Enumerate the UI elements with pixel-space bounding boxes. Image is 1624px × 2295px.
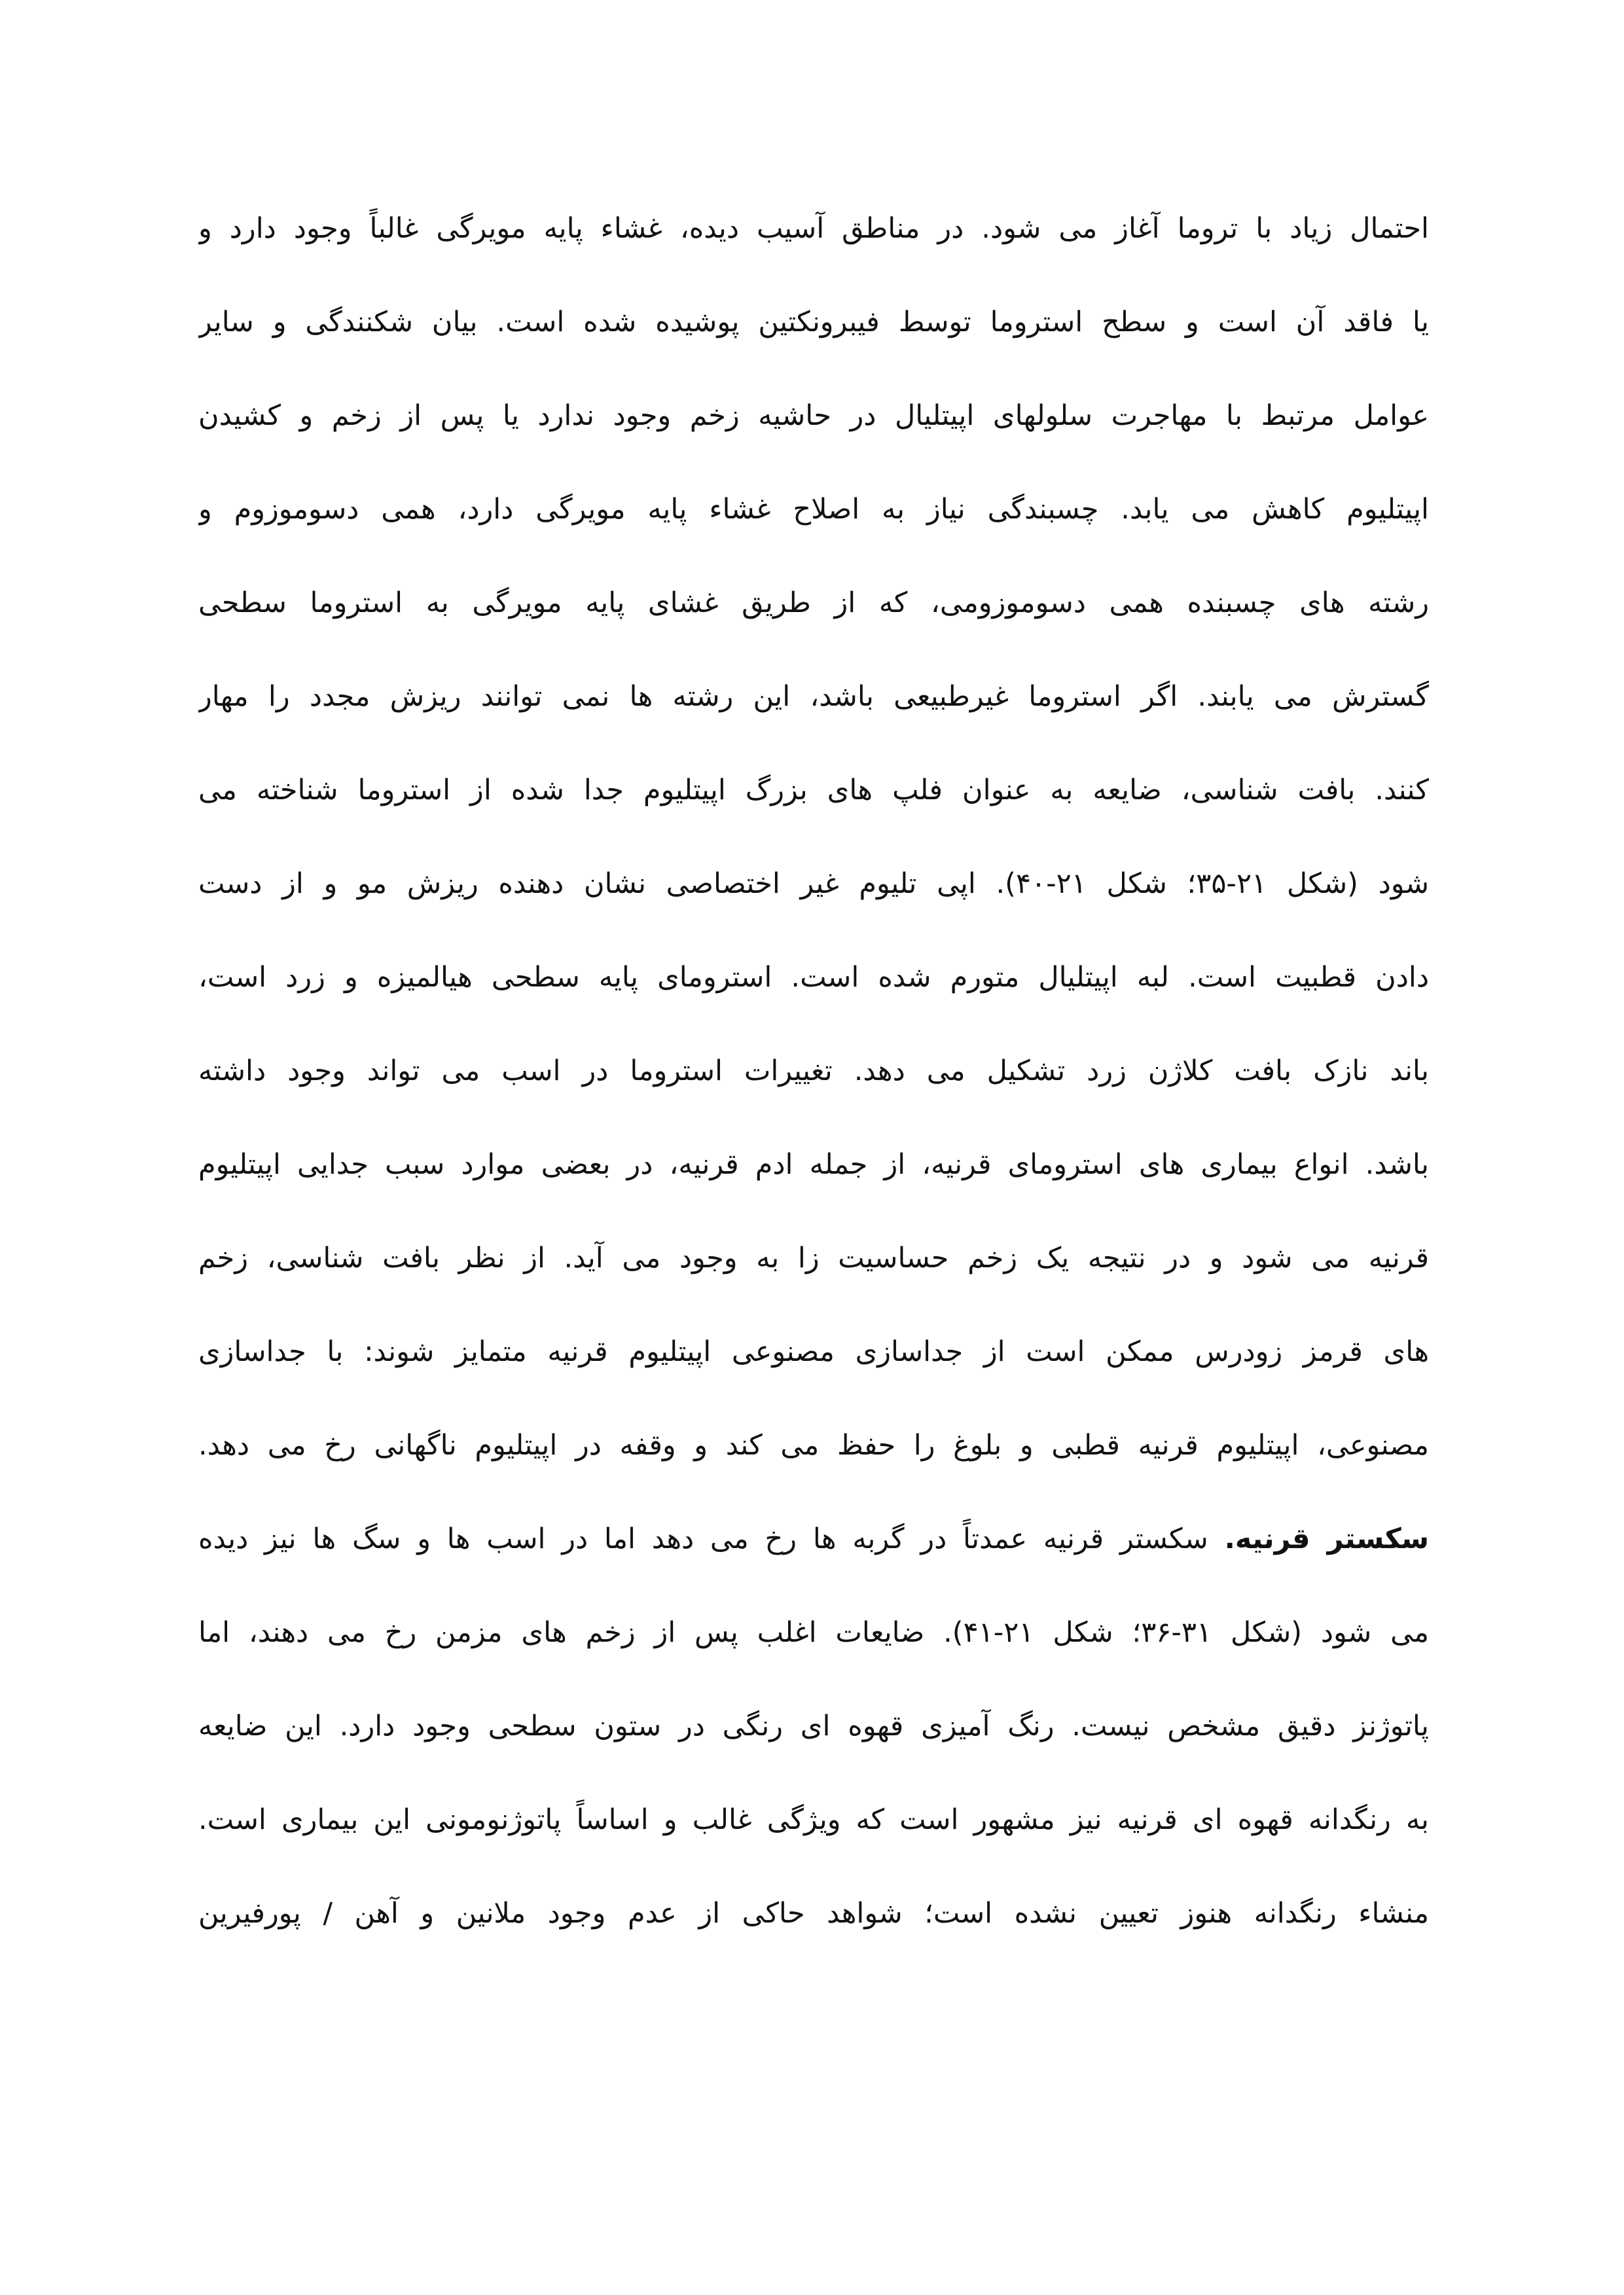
text-line: گسترش می یابند. اگر استروما غیرطبیعی باشد، این رشته ها نمی توانند ریزش مجدد را مهار (198, 680, 1429, 713)
text-line: منشاء رنگدانه هنوز تعیین نشده است؛ شواهد حاکی از عدم وجود ملانین و آهن / پورفیرین (198, 1897, 1429, 1930)
text-line: اپیتلیوم کاهش می یابد. چسبندگی نیاز به اصلاح غشاء پایه مویرگی دارد، همی دسوموزوم و (198, 493, 1429, 526)
heading-line-text: سکستر قرنیه عمدتاً در گربه ها رخ می دهد اما در اسب ها و سگ ها نیز دیده (198, 1523, 1225, 1555)
text-line: مصنوعی، اپیتلیوم قرنیه قطبی و بلوغ را حفظ می کند و وقفه در اپیتلیوم ناگهانی رخ می دهد. (198, 1429, 1429, 1462)
text-line: باشد. انواع بیماری های استرومای قرنیه، از جمله ادم قرنیه، در بعضی موارد سبب جدایی اپیتلیوم (198, 1148, 1429, 1181)
text-line: رشته های چسبنده همی دسوموزومی، که از طریق غشای پایه مویرگی به استروما سطحی (198, 587, 1429, 619)
text-line: پاتوژنز دقیق مشخص نیست. رنگ آمیزی قهوه ای رنگی در ستون سطحی وجود دارد. این ضایعه (198, 1710, 1429, 1743)
text-line: احتمال زیاد با تروما آغاز می شود. در مناطق آسیب دیده، غشاء پایه مویرگی غالباً وجود دارد و (198, 212, 1429, 245)
text-line: کنند. بافت شناسی، ضایعه به عنوان فلپ های بزرگ اپیتلیوم جدا شده از استروما شناخته می (198, 774, 1429, 806)
text-line: قرنیه می شود و در نتیجه یک زخم حساسیت زا به وجود می آید. از نظر بافت شناسی، زخم (198, 1242, 1429, 1274)
text-line: یا فاقد آن است و سطح استروما توسط فیبرونکتین پوشیده شده است. بیان شکنندگی و سایر (198, 306, 1429, 338)
text-line: باند نازک بافت کلاژن زرد تشکیل می دهد. تغییرات استروما در اسب می تواند وجود داشته (198, 1055, 1429, 1087)
section-heading: سکستر قرنیه. (1224, 1523, 1429, 1555)
heading-line (198, 1492, 1429, 1586)
text-line: دادن قطبیت است. لبه اپیتلیال متورم شده است. استرومای پایه سطحی هیالمیزه و زرد است، (198, 961, 1429, 994)
text-line: به رنگدانه قهوه ای قرنیه نیز مشهور است که ویژگی غالب و اساساً پاتوژنومونی این بیماری است. (198, 1803, 1429, 1836)
text-line: شود (شکل ۲۱-۳۵؛ شکل ۲۱-۴۰). اپی تلیوم غیر اختصاصی نشان دهنده ریزش مو و از دست (198, 867, 1429, 900)
body-text (198, 182, 1429, 1961)
text-line: های قرمز زودرس ممکن است از جداسازی مصنوعی اپیتلیوم قرنیه متمایز شوند: با جداسازی (198, 1335, 1429, 1368)
text-line: عوامل مرتبط با مهاجرت سلولهای اپیتلیال در حاشیه زخم وجود ندارد یا پس از زخم و کشیدن (198, 399, 1429, 432)
text-line: می شود (شکل ۳۱-۳۶؛ شکل ۲۱-۴۱). ضایعات اغلب پس از زخم های مزمن رخ می دهند، اما (198, 1616, 1429, 1649)
